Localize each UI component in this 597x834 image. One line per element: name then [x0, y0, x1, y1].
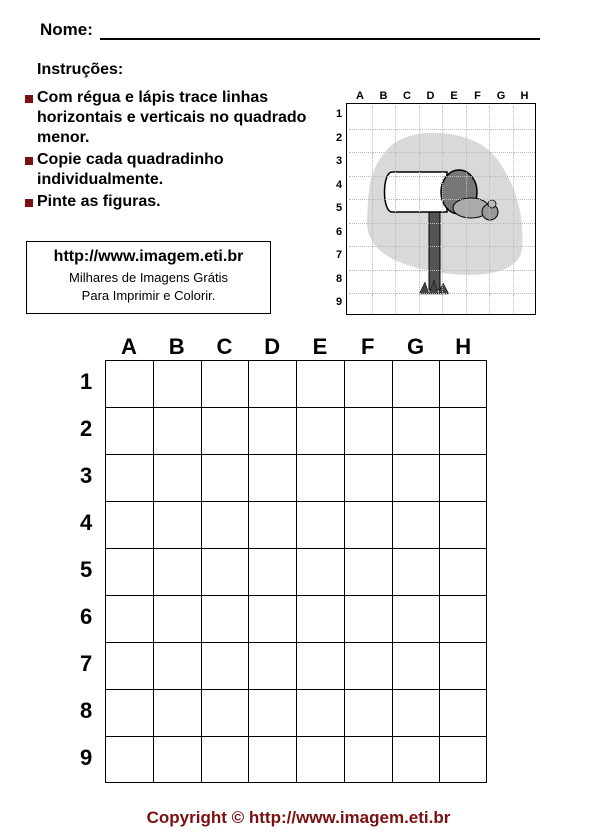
reference-column-label: D	[426, 90, 435, 102]
reference-grid-cell	[443, 271, 467, 295]
grid-row-label: 4	[80, 509, 93, 535]
reference-grid-cell	[396, 177, 420, 201]
reference-grid-cell	[373, 106, 397, 130]
reference-grid-cell	[420, 153, 444, 177]
grid-column-label: E	[312, 334, 328, 359]
grid-horizontal-line	[106, 548, 486, 549]
name-field-line[interactable]	[100, 38, 540, 40]
reference-grid-cell	[467, 271, 491, 295]
reference-grid-cell	[467, 130, 491, 154]
reference-row-label: 2	[335, 131, 343, 144]
instruction-item: Pinte as figuras.	[22, 192, 342, 212]
instructions-title: Instruções:	[37, 61, 124, 78]
reference-grid-cell	[349, 224, 373, 248]
reference-grid-cell	[349, 153, 373, 177]
reference-grid-cell	[373, 153, 397, 177]
grid-column-label: G	[406, 334, 425, 359]
reference-row-label: 4	[335, 178, 343, 191]
reference-row-label: 7	[335, 249, 343, 261]
reference-grid-cell	[396, 130, 420, 154]
name-label: Nome:	[40, 20, 93, 39]
grid-vertical-line	[248, 361, 249, 782]
reference-grid-cell	[396, 153, 420, 177]
reference-grid-cell	[373, 294, 397, 315]
bullet-icon	[25, 157, 33, 165]
reference-grid-cell	[420, 106, 444, 130]
reference-image-grid	[346, 103, 536, 315]
grid-column-label: F	[361, 334, 375, 359]
reference-grid-cell	[373, 177, 397, 201]
reference-column-label: F	[474, 90, 481, 102]
grid-vertical-line	[344, 361, 345, 782]
reference-column-label: E	[450, 90, 458, 102]
reference-column-label: A	[356, 90, 364, 102]
grid-horizontal-line	[106, 736, 486, 737]
reference-grid-cell	[396, 106, 420, 130]
reference-grid-cell	[514, 224, 537, 248]
reference-grid-cell	[467, 247, 491, 271]
grid-row-label: 2	[80, 415, 93, 441]
reference-grid-cell	[349, 247, 373, 271]
reference-grid-cell	[396, 224, 420, 248]
reference-grid-cell	[396, 271, 420, 295]
reference-grid-cell	[514, 271, 537, 295]
reference-grid-cell	[373, 130, 397, 154]
reference-grid-cell	[490, 153, 514, 177]
reference-grid-cell	[373, 200, 397, 224]
promo-line-2: Para Imprimir e Colorir.	[81, 288, 216, 303]
grid-horizontal-line	[106, 407, 486, 408]
reference-grid-cell	[514, 200, 537, 224]
grid-vertical-line	[153, 361, 154, 782]
grid-horizontal-line	[106, 642, 486, 643]
grid-horizontal-line	[106, 454, 486, 455]
grid-row-label: 5	[80, 556, 93, 582]
reference-row-label: 3	[335, 155, 343, 167]
reference-grid-cell	[443, 106, 467, 130]
reference-grid-cell	[514, 153, 537, 177]
grid-vertical-line	[296, 361, 297, 782]
reference-column-label: G	[496, 90, 506, 102]
reference-grid-cell	[514, 106, 537, 130]
reference-grid-cell	[490, 130, 514, 154]
reference-grid-cell	[443, 294, 467, 315]
drawing-grid[interactable]	[105, 360, 487, 783]
reference-grid-cell	[420, 130, 444, 154]
instructions-list	[22, 88, 342, 214]
reference-grid-cell	[514, 247, 537, 271]
reference-grid-cell	[467, 177, 491, 201]
grid-horizontal-line	[106, 501, 486, 502]
reference-grid-cell	[514, 294, 537, 315]
bullet-icon	[25, 95, 33, 103]
promo-url[interactable]: http://www.imagem.eti.br	[53, 248, 244, 265]
promo-box	[26, 241, 271, 314]
reference-row-label: 5	[335, 202, 343, 214]
reference-column-label: C	[403, 90, 411, 102]
reference-grid-cell	[420, 247, 444, 271]
reference-grid-cell	[514, 177, 537, 201]
promo-line-1: Milhares de Imagens Grátis	[69, 270, 228, 285]
reference-grid-cell	[490, 200, 514, 224]
grid-row-label: 7	[80, 650, 93, 676]
reference-grid-cell	[349, 294, 373, 315]
reference-grid-cell	[420, 224, 444, 248]
reference-grid-cell	[490, 294, 514, 315]
reference-grid-cell	[443, 200, 467, 224]
grid-column-label: B	[168, 334, 185, 359]
bullet-icon	[25, 199, 33, 207]
grid-vertical-line	[439, 361, 440, 782]
grid-vertical-line	[201, 361, 202, 782]
reference-grid-cell	[349, 177, 373, 201]
grid-row-label: 1	[80, 368, 93, 394]
reference-grid-cell	[443, 224, 467, 248]
reference-grid-cell	[490, 271, 514, 295]
reference-grid-cell	[349, 130, 373, 154]
instruction-item: Copie cada quadradinho individualmente.	[22, 150, 342, 190]
reference-column-label: B	[379, 90, 388, 102]
grid-column-label: D	[264, 334, 281, 359]
instruction-item: Com régua e lápis trace linhas horizontais e verticais no quadrado menor.	[22, 88, 342, 148]
reference-column-label: H	[520, 90, 529, 102]
reference-grid-cell	[490, 224, 514, 248]
reference-grid-cell	[490, 247, 514, 271]
reference-grid-cell	[443, 177, 467, 201]
reference-grid-cell	[420, 294, 444, 315]
copyright-footer: Copyright © http://www.imagem.eti.br	[146, 808, 451, 827]
reference-grid-cell	[420, 200, 444, 224]
reference-grid-cell	[396, 247, 420, 271]
reference-grid-cell	[373, 271, 397, 295]
grid-row-label: 8	[80, 697, 93, 723]
reference-grid-cell	[467, 224, 491, 248]
reference-grid-cell	[490, 106, 514, 130]
reference-grid-cell	[349, 271, 373, 295]
reference-grid-cell	[373, 224, 397, 248]
grid-row-label: 6	[80, 603, 93, 629]
reference-grid-cell	[467, 106, 491, 130]
reference-row-label: 8	[335, 272, 343, 285]
reference-grid-cell	[396, 200, 420, 224]
reference-grid-cell	[443, 247, 467, 271]
grid-row-label: 3	[80, 462, 93, 488]
reference-grid-cell	[420, 271, 444, 295]
grid-row-label: 9	[80, 744, 93, 770]
reference-grid-cell	[514, 130, 537, 154]
reference-grid-cell	[467, 153, 491, 177]
reference-grid-cell	[349, 106, 373, 130]
reference-row-label: 1	[335, 108, 343, 120]
grid-horizontal-line	[106, 689, 486, 690]
reference-grid-cell	[349, 200, 373, 224]
reference-grid-cell	[396, 294, 420, 315]
reference-grid-cell	[467, 200, 491, 224]
reference-row-label: 6	[335, 225, 343, 238]
grid-vertical-line	[392, 361, 393, 782]
reference-grid-cell	[420, 177, 444, 201]
reference-grid-cell	[467, 294, 491, 315]
grid-column-label: H	[455, 334, 472, 359]
reference-grid-cell	[443, 153, 467, 177]
reference-grid-cell	[490, 177, 514, 201]
reference-row-label: 9	[335, 296, 343, 308]
grid-column-label: A	[121, 334, 137, 359]
grid-horizontal-line	[106, 595, 486, 596]
grid-column-label: C	[216, 334, 233, 359]
reference-grid-cell	[373, 247, 397, 271]
reference-grid-cell	[443, 130, 467, 154]
